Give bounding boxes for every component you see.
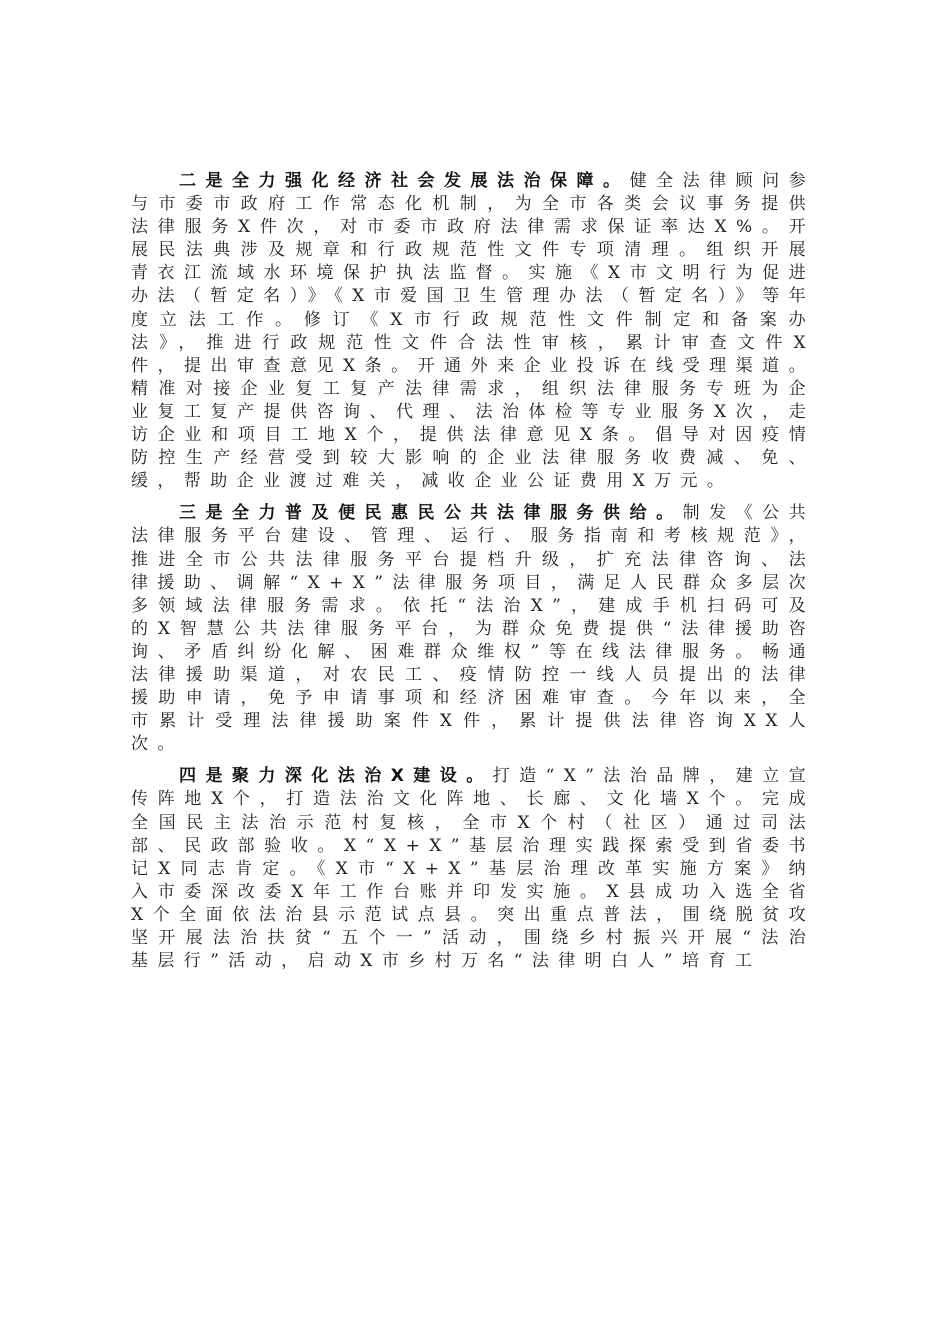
paragraph-text: 制发《公共法律服务平台建设、管理、运行、服务指南和考核规范》，推进全市公共法律服务平台提档升级，扩充法律咨询、法律援助、调解“X+X”法律服务项目，满足人民群众多层次多领域法律服务需求。依托“法治X”，建成手机扫码可及的X智慧公共法律服务平台，为群众免费提供“法律援助咨询、矛盾纠纷化解、困难群众维权”等在线法律服务。畅通法律援助渠道，对农民工、疫情防控一线人员提出的法律援助申请，免予申请事项和经济困难审查。今年以来，全市累计受理法律援助案件X件，累计提供法律咨询XX人次。 [131,503,815,755]
paragraph-public-legal-services [131,502,815,756]
paragraph-heading: 三是全力普及便民惠民公共法律服务供给。 [179,503,683,524]
paragraph-heading: 二是全力强化经济社会发展法治保障。 [179,171,630,191]
paragraph-text: 打造“X”法治品牌，建立宣传阵地X个，打造法治文化阵地、长廊、文化墙X个。完成全国民主法治示范村复核，全市X个村（社区）通过司法部、民政部验收。X“X+X”基层治理实践探索受到省委书记X同志肯定。《X市“X+X”基层治理改革实施方案》纳入市委深改委X年工作台账并印发实施。X县成功入选全省X个全面依法治县示范试点县。突出重点普法，围绕脱贫攻坚开展法治扶贫“五个一”活动，围绕乡村振兴开展“法治基层行”活动，启动X市乡村万名“法律明白人”培育工 [131,766,815,972]
paragraph-rule-of-law-building [131,765,815,973]
paragraph-legal-guarantee [131,170,815,493]
document-body [131,170,815,982]
paragraph-text: 健全法律顾问参与市委市政府工作常态化机制，为全市各类会议事务提供法律服务X件次，对市委市政府法律需求保证率达X%。开展民法典涉及规章和行政规范性文件专项清理。组织开展青衣江流域水环境保护执法监督。实施《X市文明行为促进办法（暂定名）》《X市爱国卫生管理办法（暂定名）》等年度立法工作。修订《X市行政规范性文件制定和备案办法》，推进行政规范性文件合法性审核，累计审查文件X件，提出审查意见X条。开通外来企业投诉在线受理渠道。精准对接企业复工复产法律需求，组织法律服务专班为企业复工复产提供咨询、代理、法治体检等专业服务X次，走访企业和项目工地X个，提供法律意见X条。倡导对因疫情防控生产经营受到较大影响的企业法律服务收费减、免、缓，帮助企业渡过难关，减收企业公证费用X万元。 [131,171,815,492]
paragraph-heading: 四是聚力深化法治X建设。 [179,766,493,787]
